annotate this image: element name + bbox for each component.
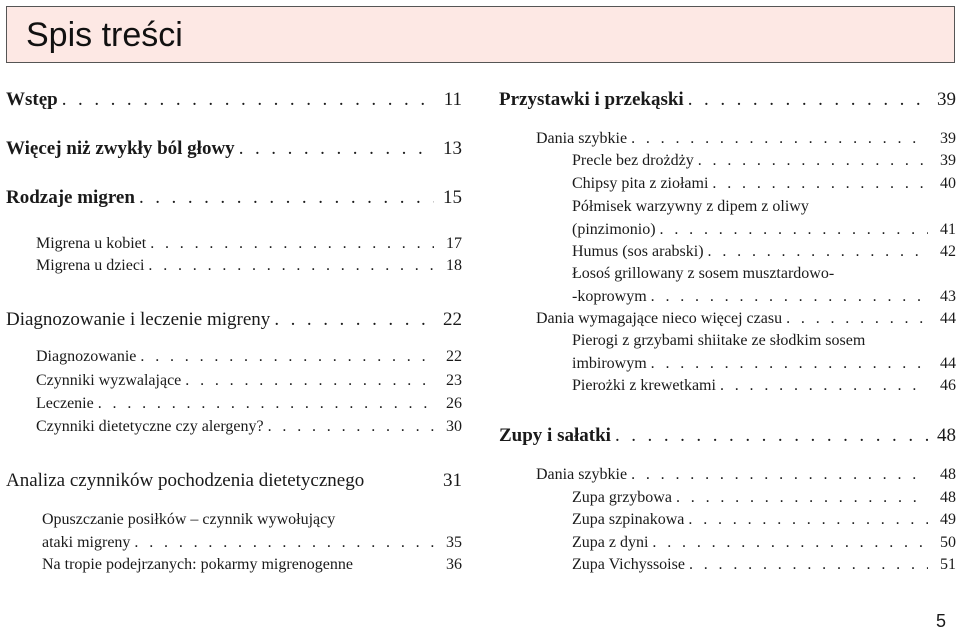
toc-entry-opuszczanie[interactable]: ataki migreny . . . 35 — [6, 534, 462, 552]
toc-entry-losos-line1: Łosoś grillowany z sosem musztardowo- — [572, 265, 835, 282]
toc-entry-diagnozowanie-leczenie[interactable]: Diagnozowanie i leczenie migreny . . . 22 — [6, 309, 462, 331]
toc-entry-zupa-grzybowa[interactable]: Zupa grzybowa . . . 48 — [499, 489, 956, 507]
page-number: 5 — [936, 611, 947, 631]
toc-entry-zupa-szpinakowa[interactable]: Zupa szpinakowa . . . 49 — [499, 511, 956, 529]
toc-entry-humus[interactable]: Humus (sos arabski) . . . 42 — [499, 243, 956, 261]
page-title: Spis treści — [26, 16, 183, 54]
toc-entry-czynniki[interactable]: Czynniki wyzwalające . . . 23 — [6, 372, 462, 390]
toc-entry-wiecej[interactable]: Więcej niż zwykły ból głowy . . . 13 — [6, 138, 462, 160]
toc-entry-zupa-dyni[interactable]: Zupa z dyni . . . 50 — [499, 534, 956, 552]
toc-entry-pierogi-line1: Pierogi z grzybami shiitake ze słodkim sosem — [572, 332, 866, 349]
toc-entry-analiza[interactable]: Analiza czynników pochodzenia dietetycznego 31 — [6, 470, 462, 491]
toc-entry-precle[interactable]: Precle bez drożdży . . . 39 — [499, 152, 956, 170]
toc-entry-polmisek[interactable]: (pinzimonio) . . . 41 — [499, 221, 956, 239]
toc-entry-pierozki[interactable]: Pierożki z krewetkami . . . 46 — [499, 377, 956, 395]
toc-entry-dania-szybkie[interactable]: Dania szybkie . . . 39 — [499, 130, 956, 148]
toc-entry-polmisek-line1: Półmisek warzywny z dipem z oliwy — [572, 198, 809, 215]
toc-entry-chipsy[interactable]: Chipsy pita z ziołami . . . 40 — [499, 175, 956, 193]
toc-entry-leczenie[interactable]: Leczenie . . . 26 — [6, 395, 462, 413]
toc-entry-opuszczanie-line1: Opuszczanie posiłków – czynnik wywołujący — [42, 511, 336, 528]
toc-entry-przystawki[interactable]: Przystawki i przekąski . . . 39 — [499, 89, 956, 111]
toc-entry-zupa-vichyssoise[interactable]: Zupa Vichyssoise . . . 51 — [499, 556, 956, 574]
toc-entry-wstep[interactable]: Wstęp . . . 11 — [6, 89, 462, 111]
toc-entry-dietetyczne[interactable]: Czynniki dietetyczne czy alergeny? . . . 30 — [6, 418, 462, 436]
toc-entry-dania-wymagajace[interactable]: Dania wymagające nieco więcej czasu . . . 44 — [499, 310, 956, 328]
toc-entry-pierogi[interactable]: imbirowym . . . 44 — [499, 355, 956, 373]
toc-entry-zupy[interactable]: Zupy i sałatki . . . 48 — [499, 425, 956, 447]
toc-entry-migrena-dzieci[interactable]: Migrena u dzieci . . . 18 — [6, 257, 462, 275]
toc-entry-tropie[interactable]: Na tropie podejrzanych: pokarmy migrenogenne 36 — [42, 556, 462, 573]
title-bar — [6, 6, 955, 63]
toc-entry-dania-szybkie-2[interactable]: Dania szybkie . . . 48 — [499, 466, 956, 484]
toc-entry-diagnozowanie[interactable]: Diagnozowanie . . . 22 — [6, 348, 462, 366]
toc-entry-rodzaje[interactable]: Rodzaje migren . . . 15 — [6, 187, 462, 209]
toc-entry-losos[interactable]: -koprowym . . . 43 — [499, 288, 956, 306]
toc-entry-migrena-kobiet[interactable]: Migrena u kobiet . . . 17 — [6, 235, 462, 253]
